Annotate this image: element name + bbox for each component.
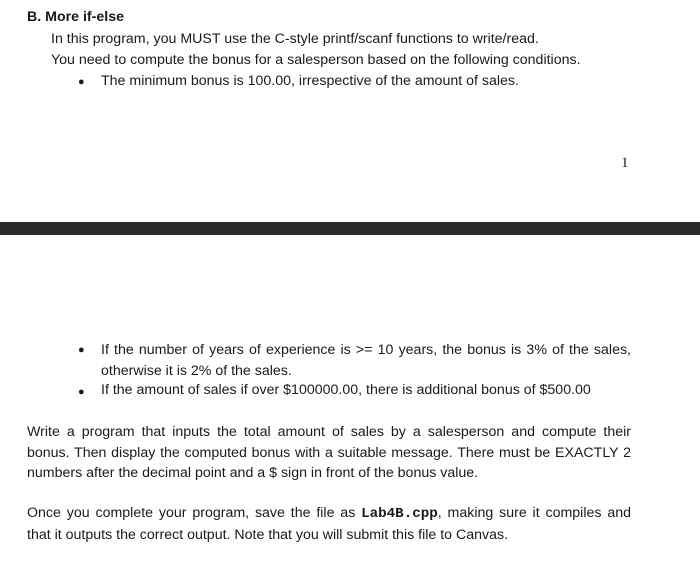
intro-line-1: In this program, you MUST use the C-style printf/scanf functions to write/read. xyxy=(51,31,539,47)
bullet-sales-bonus: If the amount of sales if over $100000.00, there is additional bonus of $500.00 xyxy=(101,382,591,398)
submission-text-before: Once you complete your program, save the file as xyxy=(27,505,362,521)
page-break-divider xyxy=(0,222,700,235)
section-heading: B. More if-else xyxy=(27,9,124,25)
intro-line-2: You need to compute the bonus for a salesperson based on the following conditions. xyxy=(51,52,581,68)
bullet-minimum-bonus: The minimum bonus is 100.00, irrespective of the amount of sales. xyxy=(101,73,519,89)
page-number: 1 xyxy=(621,155,629,171)
bullet-dot-icon: ● xyxy=(78,386,85,398)
instructions-paragraph: Write a program that inputs the total amount of sales by a salesperson and compute their bonus. Then display the computed bonus with a suitable message. There must be EXACTLY 2 numbers after the decimal point and a $ sign in front of the bonus value. xyxy=(27,424,631,481)
submission-paragraph xyxy=(27,503,631,545)
bullet-experience-bonus: If the number of years of experience is >= 10 years, the bonus is 3% of the sales, otherwise it is 2% of the sales. xyxy=(101,342,631,379)
filename: Lab4B.cpp xyxy=(361,506,438,522)
submission-text-after: , making sure it compiles and that it outputs the correct output. Note that you will submit this file to Canvas. xyxy=(27,505,631,543)
bullet-dot-icon: ● xyxy=(78,344,85,356)
bullet-dot-icon: ● xyxy=(78,76,85,88)
